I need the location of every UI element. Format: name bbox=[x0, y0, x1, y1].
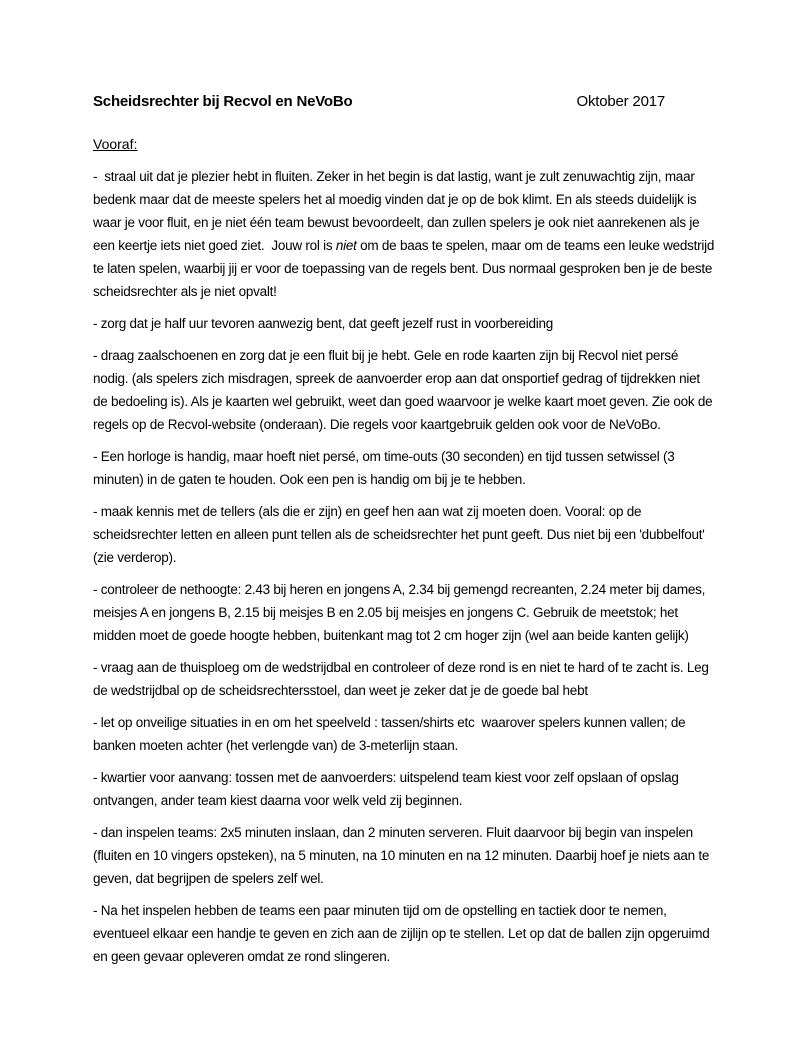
paragraph bbox=[93, 899, 715, 968]
text-run: - Na het inspelen hebben de teams een paar minuten tijd om de opstelling en tactiek door te nemen, eventueel elkaar een handje te geven en zich aan de zijlijn op te stellen. Let op dat de ballen zijn opgeruimd en geen gevaar opleveren omdat ze rond slingeren. bbox=[93, 903, 713, 964]
text-run: - controleer de nethoogte: 2.43 bij heren en jongens A, 2.34 bij gemengd recreanten, 2.24 meter bij dames, meisjes A en jongens B, 2.15 bij meisjes B en 2.05 bij meisjes en jongens C. Gebruik de meetstok; het midden moet de goede hoogte hebben, buitenkant mag tot 2 cm hoger zijn (wel aan beide kanten gelijk) bbox=[93, 582, 709, 643]
document-date: Oktober 2017 bbox=[576, 93, 665, 110]
italic-text-run: niet bbox=[335, 238, 357, 253]
text-run: - maak kennis met de tellers (als die er zijn) en geef hen aan wat zij moeten doen. Vooral: op de scheidsrechter letten en alleen punt tellen als de scheidsrechter het punt geeft. Dus niet bij een 'dubbelfout' (zie verderop). bbox=[93, 504, 709, 565]
text-run: - draag zaalschoenen en zorg dat je een fluit bij je hebt. Gele en rode kaarten zijn bij Recvol niet persé nodig. (als spelers zich misdragen, spreek de aanvoerder erop aan dat onsportief gedrag of tijdrekken niet de bedoeling is). Als je kaarten wel gebruikt, weet dan goed waarvoor je welke kaart moet geven. Zie ook de regels op de Recvol-website (onderaan). Die regels voor kaartgebruik gelden ook voor de NeVoBo. bbox=[93, 348, 716, 432]
paragraph bbox=[93, 711, 715, 757]
text-run: - zorg dat je half uur tevoren aanwezig bent, dat geeft jezelf rust in voorbereiding bbox=[93, 316, 554, 331]
paragraph bbox=[93, 344, 715, 436]
text-run: - kwartier voor aanvang: tossen met de aanvoerders: uitspelend team kiest voor zelf opslaan of opslag ontvangen, ander team kiest daarna voor welk veld zij beginnen. bbox=[93, 770, 683, 808]
paragraph bbox=[93, 165, 718, 303]
document-content bbox=[93, 90, 718, 968]
section-heading: Vooraf: bbox=[93, 136, 138, 152]
paragraph bbox=[93, 500, 715, 569]
paragraph bbox=[93, 312, 715, 335]
paragraph bbox=[93, 445, 715, 491]
document-title: Scheidsrechter bij Recvol en NeVoBo bbox=[93, 93, 353, 110]
text-run: - let op onveilige situaties in en om het speelveld : tassen/shirts etc waarover spelers kunnen vallen; de banken moeten achter (het verlengde van) de 3-meterlijn staan. bbox=[93, 715, 689, 753]
text-run: - straal uit dat je plezier hebt in fluiten. Zeker in het begin is dat lastig, want je zult zenuwachtig zijn, maar bedenk maar dat de meeste spelers het al moedig vinden dat je op de bok klimt. En als steeds duidelijk is waar je voor fluit, en je niet één team bewust bevoordeelt, dan zullen spelers je ook niet aanrekenen als je een keertje iets niet goed ziet. Jouw rol is bbox=[93, 169, 703, 253]
text-run: - vraag aan de thuisploeg om de wedstrijdbal en controleer of deze rond is en niet te hard of te zacht is. Leg de wedstrijdbal op de scheidsrechtersstoel, dan weet je zeker dat je de goede bal hebt bbox=[93, 660, 713, 698]
text-run: om de baas te spelen, maar om de teams een leuke wedstrijd te laten spelen, waarbij jij er voor de toepassing van de regels bent. Dus normaal gesproken ben je de beste scheidsrechter als je niet opvalt! bbox=[93, 238, 718, 299]
paragraph bbox=[93, 821, 715, 890]
paragraph bbox=[93, 578, 715, 647]
text-run: - Een horloge is handig, maar hoeft niet persé, om time-outs (30 seconden) en tijd tussen setwissel (3 minuten) in de gaten te houden. Ook een pen is handig om bij je te hebben. bbox=[93, 449, 679, 487]
title-row bbox=[93, 90, 715, 113]
text-run: - dan inspelen teams: 2x5 minuten inslaan, dan 2 minuten serveren. Fluit daarvoor bij begin van inspelen (fluiten en 10 vingers opsteken), na 5 minuten, na 10 minuten en na 12 minuten. Daarbij hoef je niets aan te geven, dat begrijpen de spelers zelf wel. bbox=[93, 825, 713, 886]
paragraph bbox=[93, 656, 715, 702]
paragraphs bbox=[93, 165, 718, 968]
paragraph bbox=[93, 766, 715, 812]
